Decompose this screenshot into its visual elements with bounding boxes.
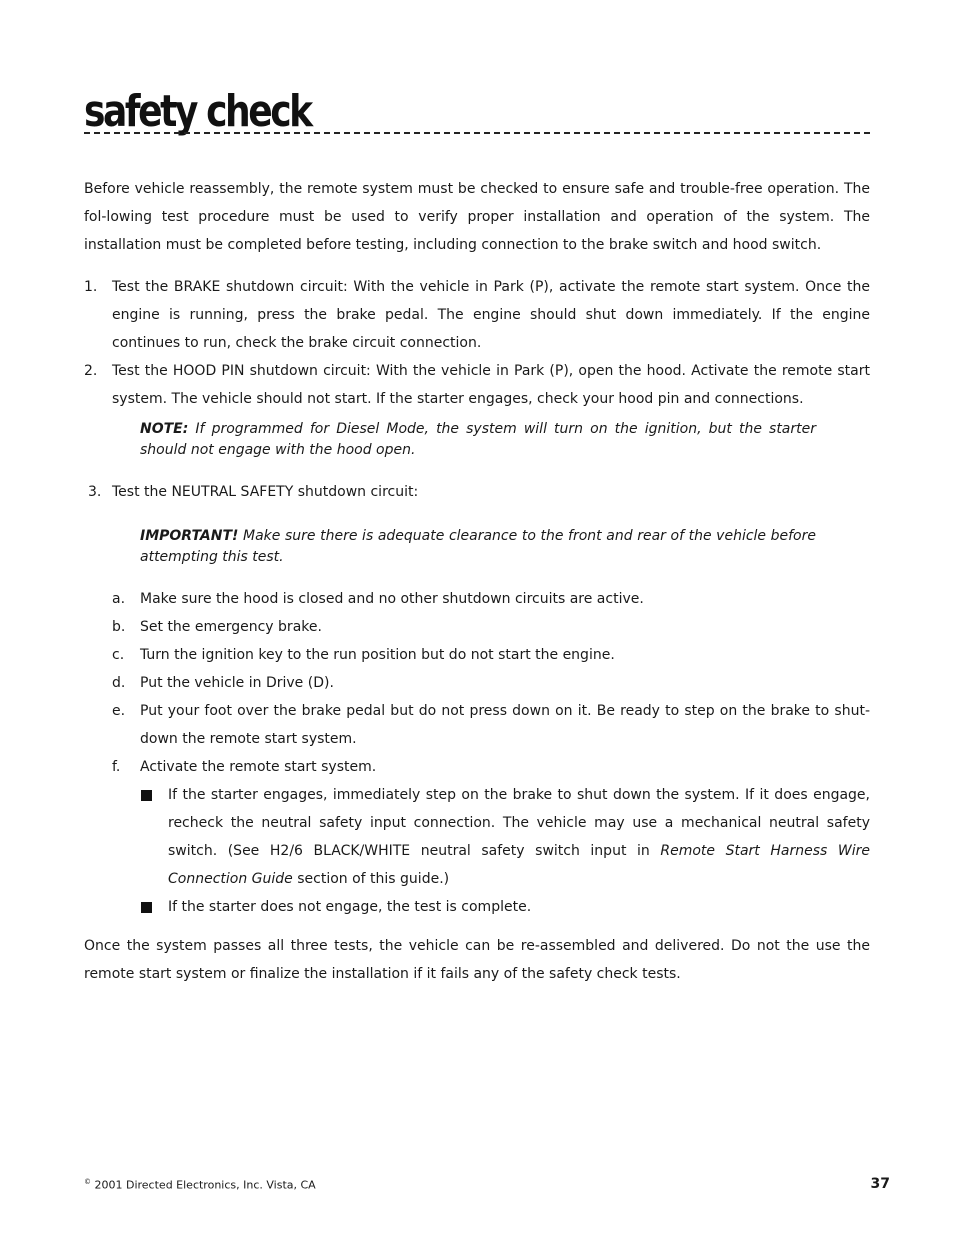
- footer-copyright: © 2001 Directed Electronics, Inc. Vista, CA: [84, 1178, 316, 1192]
- step-text: Test the HOOD PIN shutdown circuit: With the vehicle in Park (P), open the hood. Activate the remote start system. The vehicle should not start. If the starter engages, check your hood pin and connections.: [112, 363, 870, 407]
- bullet-starter-engages: [140, 781, 870, 893]
- substep-b: [112, 613, 870, 641]
- note-label: NOTE:: [140, 421, 189, 437]
- intro-paragraph: Before vehicle reassembly, the remote system must be checked to ensure safe and trouble-free operation. The fol-lowing test procedure must be used to verify proper installation and operation of the system. The installation must be completed before testing, including connection to the brake switch and hood switch.: [84, 181, 870, 253]
- bullet-text: If the starter does not engage, the test is complete.: [168, 899, 532, 915]
- bullet-text: If the starter engages, immediately step on the brake to shut down the system. If it does engage, recheck the neutral safety input connection. The vehicle may use a mechanical neutral safety switch. (See H2/6 BLACK/WHITE neutral safety switch input in Remote Start Harness Wire Connection Guide section of this guide.): [168, 787, 870, 887]
- substep-d: [112, 669, 870, 697]
- step-3: [88, 478, 874, 506]
- page-header: [84, 84, 870, 140]
- square-bullet-icon: [141, 790, 152, 801]
- copyright-symbol: ©: [84, 1178, 91, 1186]
- substep-text: Make sure the hood is closed and no other shutdown circuits are active.: [140, 591, 644, 607]
- substep-e: [112, 697, 870, 753]
- important-block: [140, 526, 816, 568]
- step-number: 3.: [88, 484, 102, 500]
- title-dashed-rule: [84, 132, 870, 134]
- step-1: [84, 273, 870, 357]
- closing-paragraph: Once the system passes all three tests, the vehicle can be re-assembled and delivered. Do not the use the remote start system or finalize the installation if it fails any of the safety check tests.: [84, 938, 870, 982]
- note-block: [140, 419, 816, 461]
- bullet-starter-not-engage: [140, 893, 870, 921]
- substep-text: Turn the ignition key to the run position but do not start the engine.: [140, 647, 615, 663]
- important-label: IMPORTANT!: [140, 528, 239, 544]
- step-text: Test the BRAKE shutdown circuit: With the vehicle in Park (P), activate the remote start system. Once the engine is running, press the brake pedal. The engine should shut down immediately. If the engine continues to run, check the brake circuit connection.: [112, 279, 870, 351]
- note-text: If programmed for Diesel Mode, the system will turn on the ignition, but the starter should not engage with the hood open.: [140, 421, 816, 458]
- substep-letter: a.: [112, 591, 126, 607]
- substep-letter: b.: [112, 619, 126, 635]
- substep-letter: e.: [112, 703, 126, 719]
- step-text: Test the NEUTRAL SAFETY shutdown circuit:: [112, 484, 419, 500]
- substep-text: Put the vehicle in Drive (D).: [140, 675, 334, 691]
- substep-text: Set the emergency brake.: [140, 619, 322, 635]
- substep-text: Activate the remote start system.: [140, 759, 377, 775]
- substep-text: Put your foot over the brake pedal but do not press down on it. Be ready to step on the brake to shut-down the remote start system.: [140, 703, 870, 747]
- step-number: 2.: [84, 363, 98, 379]
- substep-c: [112, 641, 870, 669]
- step-2: [84, 357, 870, 413]
- substep-letter: d.: [112, 675, 126, 691]
- important-text: Make sure there is adequate clearance to the front and rear of the vehicle before attempting this test.: [140, 528, 816, 565]
- substep-a: [112, 585, 870, 613]
- square-bullet-icon: [141, 902, 152, 913]
- substep-letter: f.: [112, 759, 121, 775]
- guide-reference: Remote Start Harness Wire Connection Guide: [168, 843, 870, 887]
- page-title: safety check: [84, 86, 311, 137]
- page-number: 37: [870, 1176, 890, 1192]
- substep-f: [112, 753, 870, 781]
- substep-letter: c.: [112, 647, 125, 663]
- step-number: 1.: [84, 279, 98, 295]
